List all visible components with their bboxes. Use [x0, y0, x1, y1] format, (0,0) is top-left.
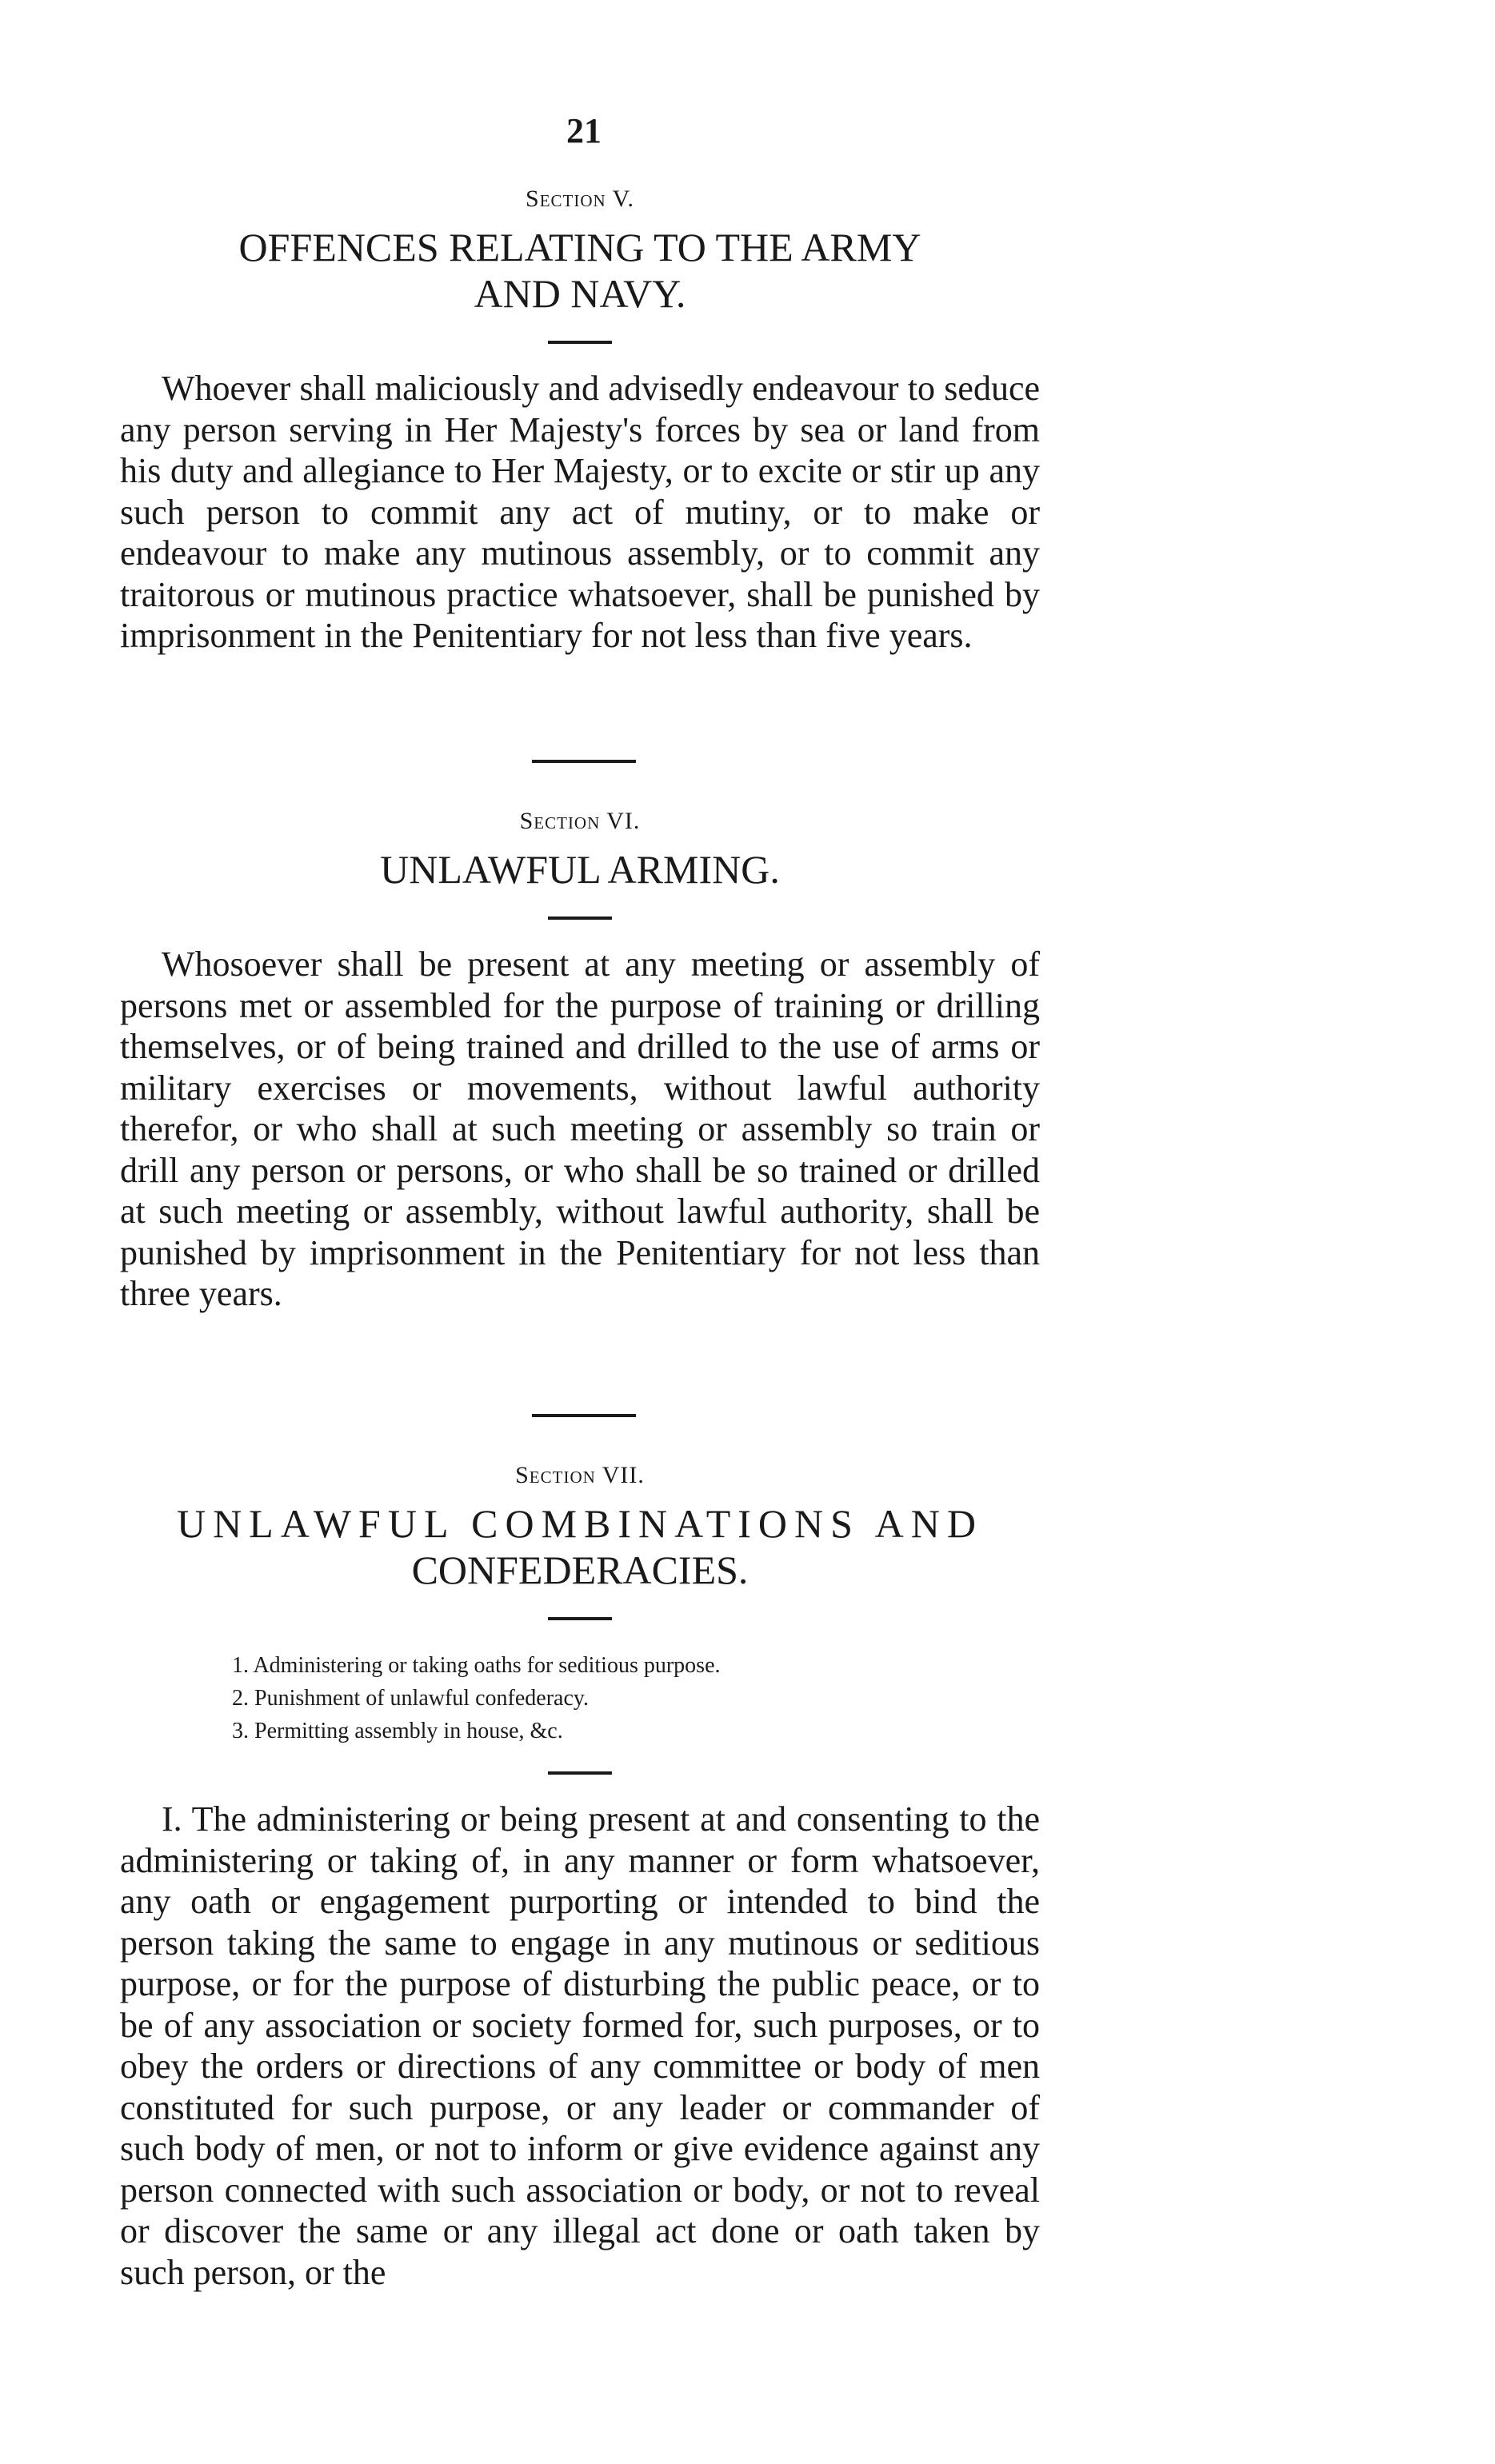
section-title	[120, 1500, 1040, 1593]
section-title-line: UNLAWFUL COMBINATIONS AND	[176, 1501, 984, 1546]
section-label: Section VI.	[519, 808, 641, 834]
divider-rule	[548, 341, 612, 344]
section-body: Whoever shall maliciously and advisedly endeavour to seduce any person serving in Her Majesty's forces by sea or land from his duty and allegiance to Her Majesty, or to excite or stir up any such person to commit any act of mutiny, or to make or endeavour to make any mutinous assembly, or to commit any traitorous or mutinous practice whatsoever, shall be punished by imprisonment in the Penitentiary for not less than five years.	[120, 369, 1040, 655]
section-body: Whosoever shall be present at any meeting or assembly of persons met or assembled for the purpose of training or drilling themselves, or of being trained and drilled to the use of arms or military exercises or movements, without lawful authority therefor, or who shall at such meeting or assembly so train or drill any person or persons, or who shall be so trained or drilled at such meeting or assembly, without lawful authority, shall be punished by imprisonment in the Penitentiary for not less than three years.	[120, 944, 1040, 1313]
section-label: Section VII.	[515, 1462, 645, 1488]
divider-rule	[548, 1617, 612, 1620]
section-label: Section V.	[526, 186, 634, 212]
section-title-line: UNLAWFUL ARMING.	[380, 847, 780, 892]
section-title-line: AND NAVY.	[474, 271, 686, 316]
section-vi	[120, 808, 1040, 1315]
section-separator	[532, 1414, 636, 1417]
section-title-line: CONFEDERACIES.	[411, 1547, 749, 1592]
section-title	[120, 224, 1040, 317]
section-vii	[120, 1462, 1040, 2293]
section-title	[120, 846, 1040, 893]
section-body: I. The administering or being present at and consenting to the administering or taking of, in any manner or form whatsoever, any oath or engagement purporting or intended to bind the person taking the same to engage in any mutinous or seditious purpose, or for the purpose of disturbing the public peace, or to be of any association or society formed for, such purposes, or to obey the orders or directions of any committee or body of men constituted for such purpose, or any leader or commander of such body of men, or not to inform or give evidence against any person connected with such association or body, or not to reveal or discover the same or any illegal act done or oath taken by such person, or the	[120, 1799, 1040, 2292]
section-separator	[532, 760, 636, 763]
section-contents	[232, 1649, 1040, 1747]
page-number: 21	[566, 111, 602, 150]
divider-rule	[548, 917, 612, 920]
section-v	[120, 186, 1040, 657]
contents-item: 3. Permitting assembly in house, &c.	[232, 1719, 563, 1743]
contents-item: 2. Punishment of unlawful confederacy.	[232, 1686, 590, 1711]
divider-rule	[548, 1771, 612, 1775]
contents-item: 1. Administering or taking oaths for seditious purpose.	[232, 1653, 721, 1678]
section-title-line: OFFENCES RELATING TO THE ARMY	[238, 225, 921, 270]
